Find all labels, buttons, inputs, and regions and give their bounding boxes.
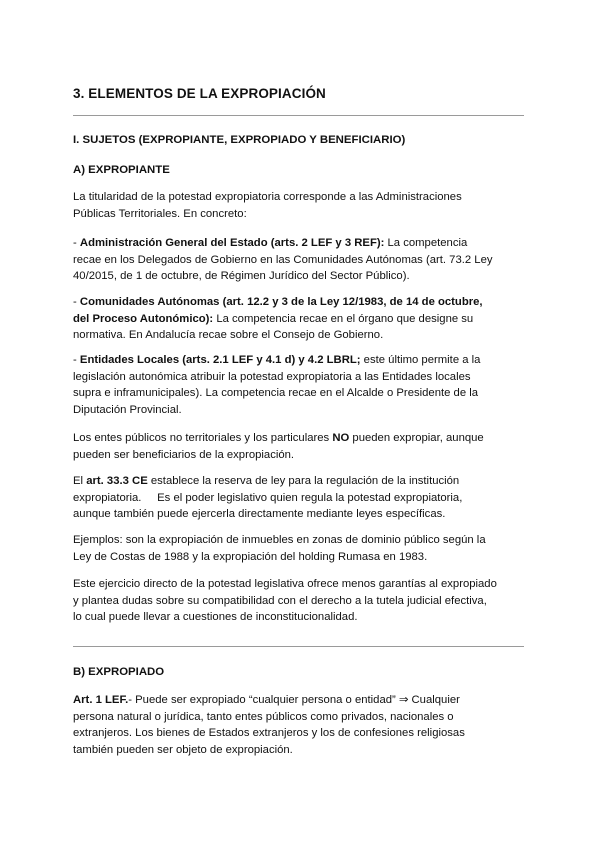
section-heading-sujetos: I. SUJETOS (EXPROPIANTE, EXPROPIADO Y BENEFICIARIO) <box>73 134 406 146</box>
text-line: recae en los Delegados de Gobierno en las Comunidades Autónomas (art. 73.2 Ley <box>73 253 493 266</box>
list-dash: - <box>73 296 80 308</box>
bold-term: NO <box>332 432 350 444</box>
text-line: Ley de Costas de 1988 y la expropiación del holding Rumasa en 1983. <box>73 550 428 563</box>
horizontal-divider <box>73 115 524 116</box>
document-title: 3. ELEMENTOS DE LA EXPROPIACIÓN <box>73 86 326 101</box>
horizontal-divider <box>73 646 524 647</box>
text-line: Ejemplos: son la expropiación de inmuebles en zonas de dominio público según la <box>73 534 486 546</box>
bold-term: art. 33.3 CE <box>86 475 148 487</box>
text-line: Públicas Territoriales. En concreto: <box>73 207 247 220</box>
bold-term: Comunidades Autónomas (art. 12.2 y 3 de la Ley 12/1983, de 14 de octubre, <box>79 296 483 308</box>
text-line: Diputación Provincial. <box>73 403 182 416</box>
text-line: - Puede ser expropiado “cualquier persona o entidad” ⇒ Cualquier <box>128 694 460 706</box>
list-dash: - <box>73 237 80 249</box>
paragraph-entidades-locales <box>73 352 528 418</box>
text-line: normativa. En Andalucía recae sobre el Consejo de Gobierno. <box>73 329 384 341</box>
subsection-heading-expropiado: B) EXPROPIADO <box>73 666 165 678</box>
paragraph-ejercicio-directo <box>73 576 528 626</box>
paragraph-administracion-general <box>73 235 528 285</box>
text-line: La competencia recae en el órgano que designe su <box>213 312 474 325</box>
text-line: La titularidad de la potestad expropiatoria corresponde a las Administraciones <box>73 191 462 203</box>
text-line: extranjeros. Los bienes de Estados extranjeros y los de confesiones religiosas <box>73 727 465 739</box>
list-dash: - <box>73 354 80 366</box>
bold-term: Administración General del Estado (arts. 2 LEF y 3 REF): <box>79 237 385 249</box>
text-line: pueden expropiar, aunque <box>349 432 484 444</box>
paragraph-art-1-lef <box>73 692 528 758</box>
text-line: supra e inframunicipales). La competencia recae en el Alcalde o Presidente de la <box>73 387 479 399</box>
text-line: también pueden ser objeto de expropiación. <box>73 743 293 756</box>
text-line: persona natural o jurídica, tanto entes públicos como privados, nacionales o <box>73 710 454 723</box>
text-line: legislación autonómica atribuir la potestad expropiatoria a las Entidades locales <box>73 370 471 383</box>
paragraph-comunidades-autonomas <box>73 294 528 344</box>
paragraph-ejemplos <box>73 532 528 565</box>
bold-term: Entidades Locales (arts. 2.1 LEF y 4.1 d) y 4.2 LBRL; <box>79 354 361 366</box>
paragraph-titularidad <box>73 189 528 222</box>
text-line: La competencia <box>384 237 468 249</box>
text-line: aunque también puede ejercerla directamente mediante leyes específicas. <box>73 508 446 520</box>
text-line: El <box>73 475 87 487</box>
bold-term: Art. 1 LEF. <box>73 694 129 706</box>
paragraph-no-territoriales <box>73 430 528 463</box>
subsection-heading-expropiante: A) EXPROPIANTE <box>73 164 170 176</box>
text-line: Los entes públicos no territoriales y los particulares <box>73 432 333 444</box>
text-line: Este ejercicio directo de la potestad legislativa ofrece menos garantías al expropiado <box>73 578 497 590</box>
text-line: este último permite a la <box>360 354 481 366</box>
text-line: y plantea dudas sobre su compatibilidad con el derecho a la tutela judicial efectiva, <box>73 594 487 607</box>
text-line: pueden ser beneficiarios de la expropiación. <box>73 448 295 461</box>
bold-term: del Proceso Autonómico): <box>73 312 214 325</box>
text-line: 40/2015, de 1 de octubre, de Régimen Jurídico del Sector Público). <box>73 270 410 282</box>
text-line: establece la reserva de ley para la regulación de la institución <box>147 475 460 487</box>
text-line: expropiatoria. Es el poder legislativo quien regula la potestad expropiatoria, <box>73 491 463 504</box>
paragraph-art-33-3-ce <box>73 473 528 523</box>
text-line: lo cual puede llevar a cuestiones de inconstitucionalidad. <box>73 611 358 623</box>
